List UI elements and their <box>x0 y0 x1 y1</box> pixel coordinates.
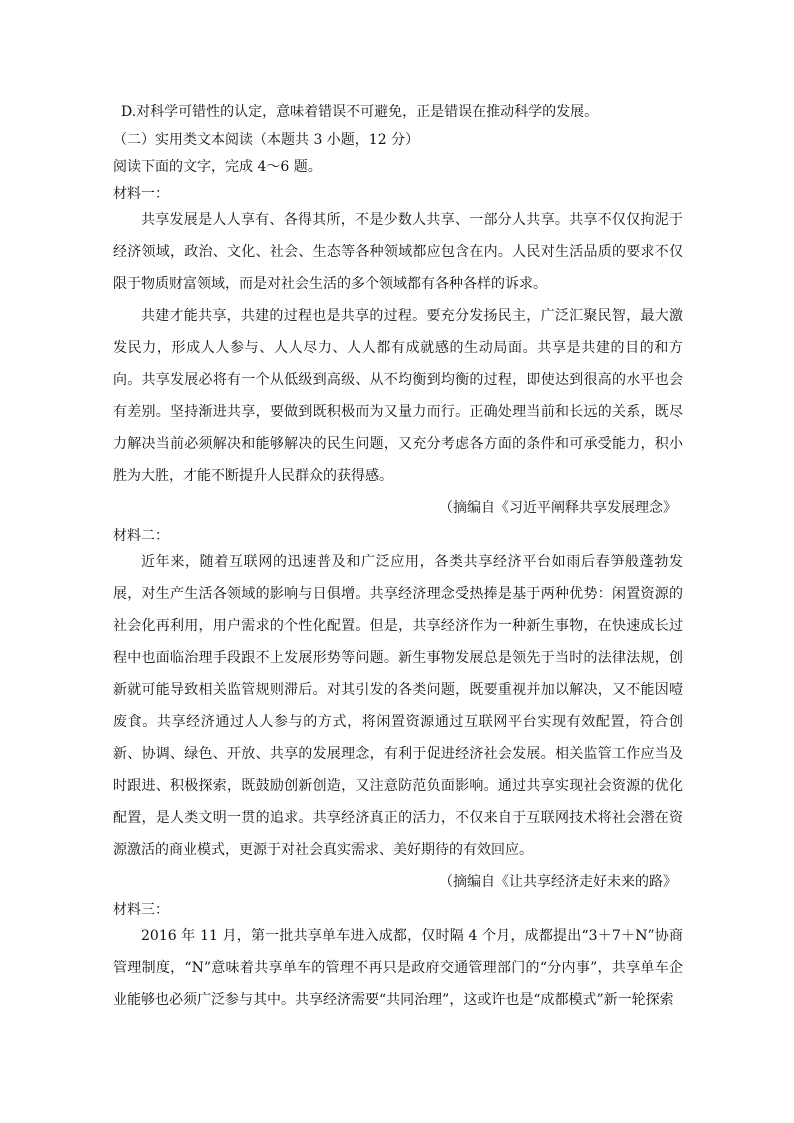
section-title: （二）实用类文本阅读（本题共 3 小题，12 分） <box>113 132 420 148</box>
material1-label: 材料一： <box>113 186 169 202</box>
material2-source: （摘编自《让共享经济走好未来的路》 <box>439 874 677 890</box>
material2-paragraph: 近年来，随着互联网的迅速普及和广泛应用，各类共享经济平台如雨后春笋般蓬勃发展，对生产生活各领域的影响与日俱增。共享经济理念受热捧是基于两种优势：闲置资源的社会化再利用，用户需求的个性化配置。但是，共享经济作为一种新生事物，在快速成长过程中也面临治理手段跟不上发展形势等问题。新生事物发展总是领先于当时的法律法规，创新就可能导致相关监管规则滞后。对其引发的各类问题，既要重视并加以解决，又不能因噎废食。共享经济通过人人参与的方式，将闲置资源通过互联网平台实现有效配置，符合创新、协调、绿色、开放、共享的发展理念，有利于促进经济社会发展。相关监管工作应当及时跟进、积极探索，既鼓励创新创造，又注意防范负面影响。通过共享实现社会资源的优化配置，是人类文明一贯的追求。共享经济真正的活力，不仅来自于互联网技术将社会潜在资源激活的商业模式，更源于对社会真实需求、美好期待的有效回应。 <box>113 554 683 858</box>
material2-label: 材料二： <box>113 528 169 544</box>
option-d: D.对科学可错性的认定，意味着错误不可避免，正是错误在推动科学的发展。 <box>121 104 599 120</box>
material1-source: （摘编自《习近平阐释共享发展理念》 <box>439 500 677 516</box>
document-page <box>113 95 683 1016</box>
material1-paragraph: 共建才能共享，共建的过程也是共享的过程。要充分发扬民主，广泛汇聚民智，最大激发民力，形成人人参与、人人尽力、人人都有成就感的生动局面。共享是共建的目的和方向。共享发展必将有一个从低级到高级、从不均衡到均衡的过程，即使达到很高的水平也会有差别。坚持渐进共享，要做到既积极而为又量力而行。正确处理当前和长远的关系，既尽力解决当前必须解决和能够解决的民生问题，又充分考虑各方面的条件和可承受能力，积小胜为大胜，才能不断提升人民群众的获得感。 <box>113 308 683 484</box>
material3-label: 材料三： <box>113 902 169 918</box>
material1-paragraph: 共享发展是人人享有、各得其所，不是少数人共享、一部分人共享。共享不仅仅拘泥于经济领域，政治、文化、社会、生态等各种领域都应包含在内。人民对生活品质的要求不仅限于物质财富领域，而是对社会生活的多个领域都有各种各样的诉求。 <box>113 212 683 292</box>
material3-paragraph: 2016 年 11 月，第一批共享单车进入成都，仅时隔 4 个月，成都提出“3＋7＋N”协商管理制度，“N”意味着共享单车的管理不再只是政府交通管理部门的“分内事”，共享单车企业能够也必须广泛参与其中。共享经济需要“共同治理”，这或许也是“成都模式”新一轮探索 <box>113 928 683 1008</box>
instruction: 阅读下面的文字，完成 4～6 题。 <box>113 159 322 175</box>
